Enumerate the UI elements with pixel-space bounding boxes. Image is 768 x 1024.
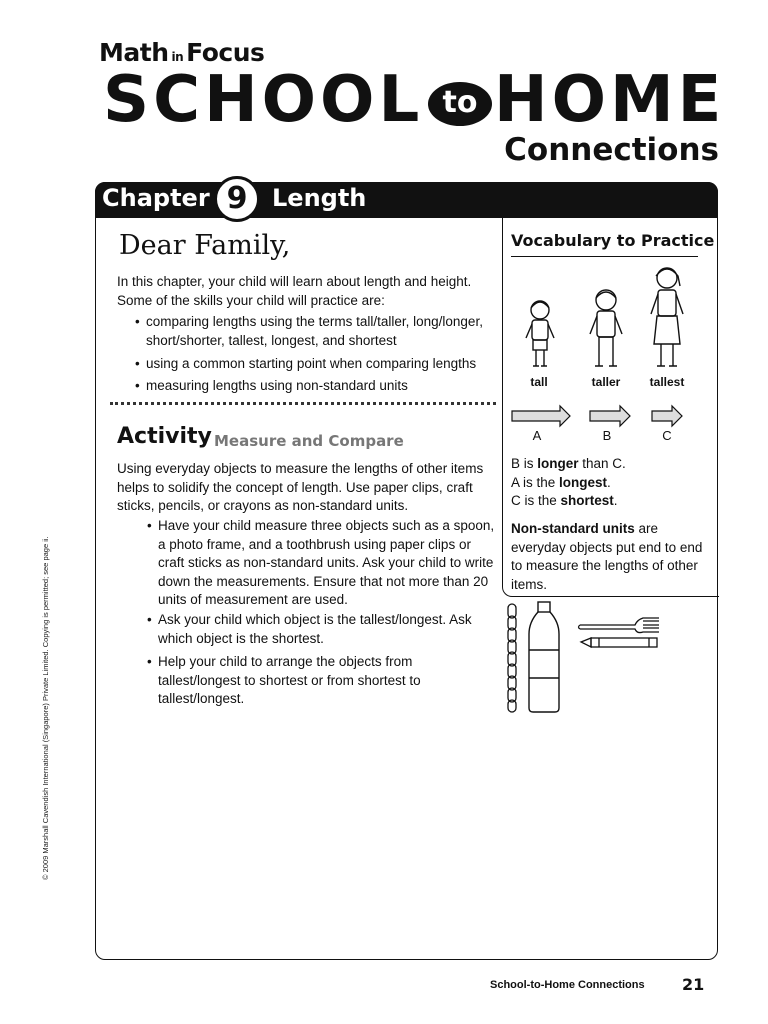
height-label-taller: taller	[591, 375, 621, 389]
fork-icon	[579, 618, 660, 633]
length-arrows	[510, 404, 690, 428]
brand-math: Math	[99, 38, 169, 67]
nonstandard-units-text: are everyday objects put end to end to measure the lengths of other items.	[511, 521, 703, 592]
measuring-illustration	[503, 600, 668, 718]
footer-label: School-to-Home Connections	[490, 979, 645, 991]
copyright-notice: © 2009 Marshall Cavendish International (Singapore) Private Limited. Copying is permitted; see page ii.	[41, 536, 50, 880]
skill-bullet-text: comparing lengths using the terms tall/taller, long/longer, short/shorter, tallest, longest, and shortest	[146, 314, 483, 348]
vocabulary-rule	[511, 256, 698, 257]
comparison-line: C is the shortest.	[511, 493, 618, 508]
comparison-statements	[511, 455, 711, 511]
skill-bullet: • using a common starting point when comparing lengths	[135, 356, 477, 371]
nonstandard-units-definition	[511, 520, 706, 594]
skill-bullet: • comparing lengths using the terms tall/taller, long/longer, short/shorter, tallest, longest, and shortest	[135, 314, 483, 348]
page-number: 21	[682, 975, 705, 994]
arrow-a-icon	[512, 406, 570, 426]
vocabulary-title: Vocabulary to Practice	[511, 231, 715, 250]
child-tall-figure	[526, 301, 554, 366]
activity-bullet-text: Have your child measure three objects such as a spoon, a photo frame, and a toothbrush using paper clips or craft sticks as non-standard units. Ask your child to write down the measurements. Ensure that not more than 20 units of measurement are used.	[158, 518, 495, 607]
title-home: HOME	[494, 63, 726, 137]
activity-bullet: • Have your child measure three objects such as a spoon, a photo frame, and a toothbrush using paper clips or craft sticks as non-standard units. Ask your child to write down the measurements. Ensure that not more than 20 units of measurement are used.	[147, 518, 495, 607]
activity-bullet: • Ask your child which object is the tallest/longest. Ask which object is the shortest.	[147, 612, 472, 646]
greeting: Dear Family,	[119, 230, 291, 261]
comparison-line: A is the longest.	[511, 474, 611, 490]
nonstandard-units-term: Non-standard units	[511, 521, 635, 536]
chapter-title: Length	[272, 184, 367, 212]
activity-bullet-text: Ask your child which object is the tallest/longest. Ask which object is the shortest.	[158, 612, 472, 646]
letter-intro: In this chapter, your child will learn about length and height. Some of the skills your child will practice are:	[117, 274, 472, 308]
arrow-label-a: A	[532, 428, 542, 443]
chapter-number: 9	[214, 176, 260, 222]
activity-intro: Using everyday objects to measure the lengths of other items helps to solidify the concept of length. Use paper clips, craft sticks, pencils, or crayons as non-standard units.	[117, 461, 484, 513]
chapter-word: Chapter	[102, 184, 210, 212]
height-label-tall: tall	[530, 375, 548, 389]
skill-bullet-text: measuring lengths using non-standard units	[146, 378, 408, 393]
child-taller-figure	[590, 290, 622, 366]
activity-bullet-text: Help your child to arrange the objects from tallest/longest to shortest or from shortest to tallest/longest.	[158, 654, 421, 706]
skill-bullet: • measuring lengths using non-standard units	[135, 378, 408, 393]
arrow-b-icon	[590, 406, 630, 426]
activity-title: Activity	[117, 424, 212, 449]
comparison-line: B is longer than C.	[511, 456, 626, 471]
skill-bullet-text: using a common starting point when comparing lengths	[146, 356, 477, 371]
title-school: SCHOOL	[103, 63, 424, 137]
arrow-label-c: C	[662, 428, 672, 443]
height-label-tallest: tallest	[649, 375, 685, 389]
arrow-label-b: B	[602, 428, 612, 443]
brand-in: in	[171, 50, 184, 64]
paper-clip-chain-icon	[508, 604, 516, 712]
title-connections: Connections	[504, 132, 719, 168]
dotted-divider	[110, 402, 496, 405]
bottle-icon	[529, 602, 559, 712]
brand-focus: Focus	[186, 38, 265, 67]
activity-subtitle: Measure and Compare	[214, 432, 404, 450]
activity-bullet: • Help your child to arrange the objects from tallest/longest to shortest or from shortest to tallest/longest.	[147, 654, 421, 706]
child-tallest-figure	[651, 268, 683, 366]
arrow-c-icon	[652, 406, 682, 426]
title-to-badge: to	[428, 82, 492, 126]
crayon-icon	[581, 638, 657, 647]
children-height-illustration	[515, 262, 695, 374]
